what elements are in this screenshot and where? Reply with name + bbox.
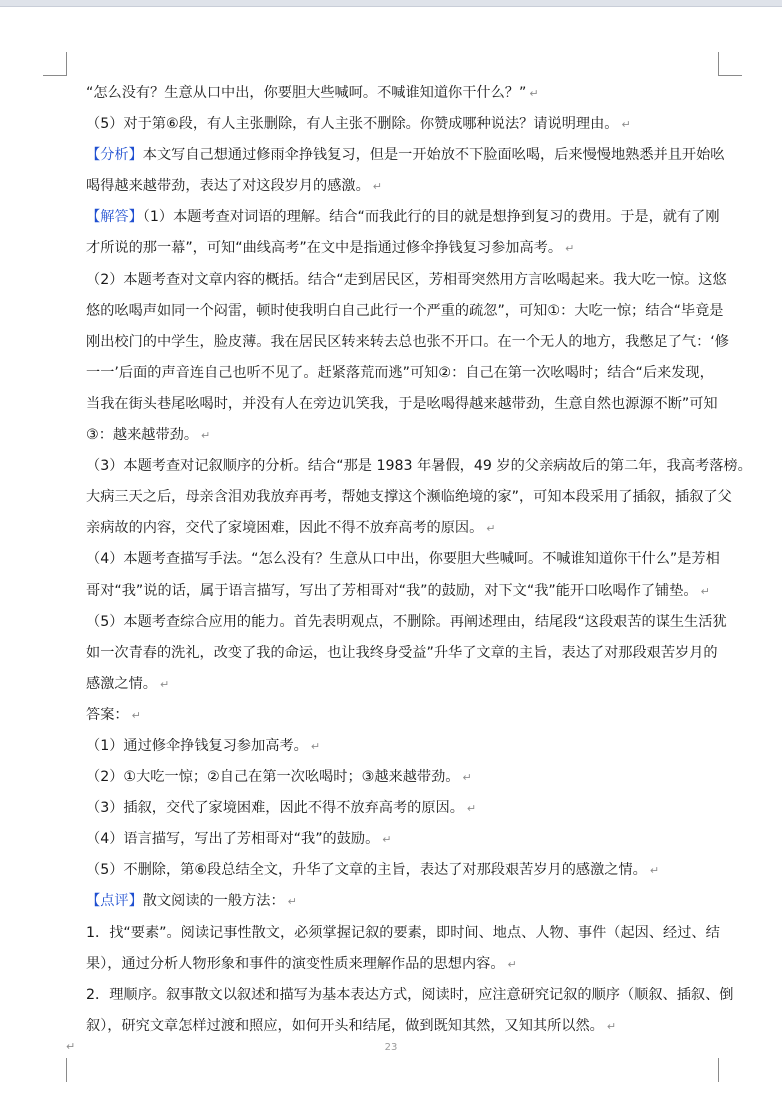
paragraph-mark: ↵ <box>159 677 170 691</box>
line-text: 叙），研究文章怎样过渡和照应，如何开头和结尾，做到既知其然，又知其所以然。 <box>86 1017 604 1034</box>
line-text: （3）插叙，交代了家境困难，因此不得不放弃高考的原因。 <box>86 800 464 817</box>
line-text: （1）本题考查对词语的理解。结合“而我此行的目的就是想挣到复习的费用。于是，就有了刚 <box>142 209 720 226</box>
text-line <box>86 109 726 140</box>
text-line <box>86 793 726 824</box>
paragraph-mark: ↵ <box>310 739 321 753</box>
line-text: 散文阅读的一般方法： <box>142 893 285 910</box>
text-line <box>86 824 726 855</box>
text-line <box>86 669 726 700</box>
line-text: 当我在街头巷尾吆喝时，并没有人在旁边讥笑我，于是吆喝得越来越带劲，生意自然也源源不断”可知 <box>86 395 718 412</box>
section-tag: 【分析】 <box>86 147 143 164</box>
line-text: 大病三天之后，母亲含泪劝我放弃再考，帮她支撑这个濒临绝境的家”，可知本段采用了插叙，插叙了父 <box>86 489 732 506</box>
text-line <box>86 420 726 451</box>
text-line <box>86 1011 726 1042</box>
line-text: 才所说的那一幕”，可知“曲线高考”在文中是指通过修伞挣钱复习参加高考。 <box>86 240 563 257</box>
line-text: 亲病故的内容，交代了家境困难，因此不得不放弃高考的原因。 <box>86 520 484 537</box>
line-text: 答案： <box>86 706 129 723</box>
text-line <box>86 762 726 793</box>
text-line <box>86 949 726 980</box>
text-line <box>86 855 726 886</box>
section-tag: 【解答】 <box>86 209 143 226</box>
line-text: （4）语言描写，写出了芳相哥对“我”的鼓励。 <box>86 831 380 848</box>
line-text: 哥对“我”说的话，属于语言描写，写出了芳相哥对“我”的鼓励，对下文“我”能开口吆喝作了铺垫。 <box>86 582 698 599</box>
line-text: “怎么没有？生意从口中出，你要胆大些喊呵。不喊谁知道你干什么？” <box>86 85 527 101</box>
text-line <box>86 918 726 949</box>
line-text: ③：越来越带劲。 <box>86 427 199 444</box>
paragraph-mark: ↵ <box>382 833 392 847</box>
text-line <box>86 327 729 358</box>
line-text: （4）本题考查描写手法。“怎么没有？生意从口中出，你要胆大些喊呵。不喊谁知道你干什么”是芳相 <box>86 551 720 568</box>
paragraph-mark: ↵ <box>466 802 477 816</box>
document-body[interactable] <box>86 78 752 1042</box>
line-text: 2．理顺序。叙事散文以叙述和描写为基本表达方式，阅读时，应注意研究记叙的顺序（顺叙、插叙、倒 <box>86 986 734 1003</box>
line-text: （5）对于第⑥段，有人主张删除，有人主张不删除。你赞成哪种说法？请说明理由。 <box>86 116 619 133</box>
text-line <box>86 202 726 233</box>
line-text: （5）不删除，第⑥段总结全文，升华了文章的主旨，表达了对那段艰苦岁月的感激之情。 <box>86 862 647 879</box>
text-line <box>86 576 726 607</box>
paragraph-mark: ↵ <box>565 242 575 256</box>
page-number: 23 <box>384 1042 398 1053</box>
line-text: （1）通过修伞挣钱复习参加高考。 <box>86 737 308 754</box>
text-line <box>86 886 726 917</box>
text-line <box>86 389 726 420</box>
section-tag: 【点评】 <box>86 893 143 910</box>
paragraph-mark: ↵ <box>507 957 517 971</box>
line-text: 刚出校门的中学生，脸皮薄。我在居民区转来转去总也张不开口。在一个无人的地方，我憋足了气：‘修 <box>86 333 729 350</box>
paragraph-mark: ↵ <box>66 1040 76 1053</box>
paragraph-mark: ↵ <box>649 864 660 878</box>
text-line <box>86 513 726 544</box>
line-text: 一一’后面的声音连自己也听不见了。赶紧落荒而逃”可知②：自己在第一次吆喝时；结合“后来发现， <box>86 364 714 381</box>
line-text: （2）本题考查对文章内容的概括。结合“走到居民区，芳相哥突然用方言吆喝起来。我大吃一惊。这悠 <box>86 271 727 288</box>
line-text: 悠的吆喝声如同一个闷雷，顿时使我明白自己此行一个严重的疏忽”，可知①：大吃一惊；结合“毕竟是 <box>86 302 724 319</box>
line-text: 1．找“要素”。阅读记事性散文，必须掌握记叙的要素，即时间、地点、人物、事件（起因、经过、结 <box>86 924 720 941</box>
paragraph-mark: ↵ <box>700 584 710 598</box>
text-line <box>86 233 726 264</box>
text-line <box>86 700 726 731</box>
text-line <box>86 482 732 513</box>
paragraph-mark: ↵ <box>529 87 539 100</box>
line-text: （5）本题考查综合应用的能力。首先表明观点，不删除。再阐述理由，结尾段“这段艰苦的谋生生活犹 <box>86 613 727 630</box>
paragraph-mark: ↵ <box>462 771 472 785</box>
text-line <box>86 980 734 1011</box>
line-text: （3）本题考查对记叙顺序的分析。结合“那是 1983 年暑假，49 岁的父亲病故后的第二年，我高考落榜。 <box>86 458 752 475</box>
paragraph-mark: ↵ <box>621 118 631 132</box>
paragraph-mark: ↵ <box>201 429 211 443</box>
line-text: （2）①大吃一惊；②自己在第一次吆喝时；③越来越带劲。 <box>86 769 460 786</box>
window-top-edge <box>0 0 782 7</box>
text-line <box>86 731 726 762</box>
text-line <box>86 296 726 327</box>
line-text: 本文写自己想通过修雨伞挣钱复习，但是一开始放不下脸面吆喝，后来慢慢地熟悉并且开始吆 <box>142 147 725 164</box>
paragraph-mark: ↵ <box>372 180 382 194</box>
text-line <box>86 171 726 202</box>
paragraph-mark: ↵ <box>486 522 496 536</box>
text-line <box>86 451 752 482</box>
paragraph-mark: ↵ <box>131 708 141 722</box>
line-text: 如一次青春的洗礼，改变了我的命运，也让我终身受益”升华了文章的主旨，表达了对那段艰苦岁月的 <box>86 644 718 661</box>
text-line <box>86 607 726 638</box>
text-line <box>86 544 726 575</box>
paragraph-mark: ↵ <box>606 1019 617 1033</box>
text-line <box>86 358 726 389</box>
line-text: 感激之情。 <box>86 675 157 692</box>
text-line <box>86 78 726 109</box>
paragraph-mark: ↵ <box>287 895 297 909</box>
text-line <box>86 265 726 296</box>
text-line <box>86 140 726 171</box>
line-text: 果），通过分析人物形象和事件的演变性质来理解作品的思想内容。 <box>86 955 505 972</box>
line-text: 喝得越来越带劲，表达了对这段岁月的感激。 <box>86 178 370 195</box>
text-line <box>86 638 726 669</box>
